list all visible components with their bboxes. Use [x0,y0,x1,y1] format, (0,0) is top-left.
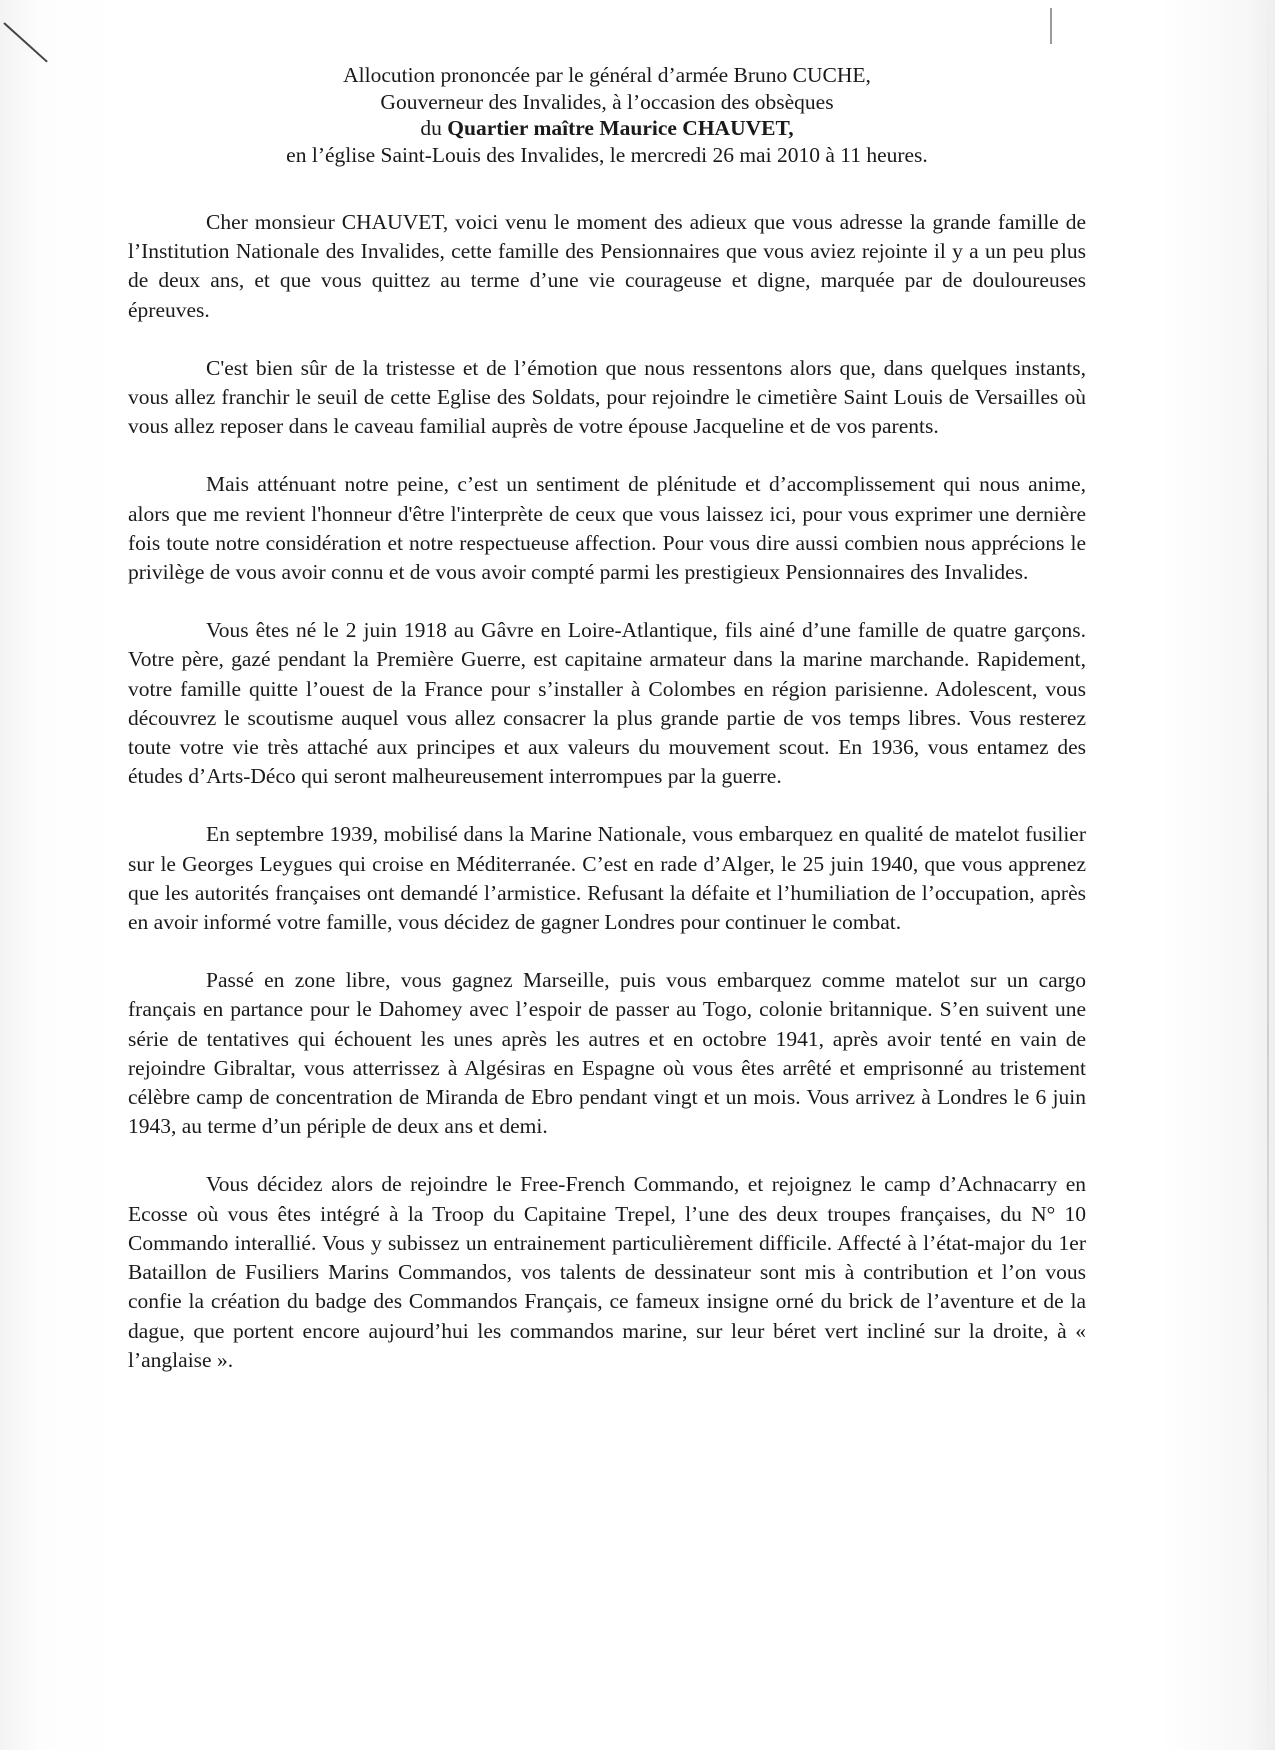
paragraph-5: En septembre 1939, mobilisé dans la Marine Nationale, vous embarquez en qualité de matelot fusilier sur le Georges Leygues qui croise en Méditerranée. C’est en rade d’Alger, le 25 juin 1940, que vous apprenez que les autorités françaises ont demandé l’armistice. Refusant la défaite et l’humiliation de l’occupation, après en avoir informé votre famille, vous décidez de gagner Londres pour continuer le combat. [128,822,1086,935]
header-line-3-prefix: du [420,116,448,140]
document-header [128,62,1086,168]
scan-edge-mark [1050,8,1052,44]
header-line-2: Gouverneur des Invalides, à l’occasion des obsèques [380,89,834,114]
header-line-3 [128,115,1086,142]
paragraph-1: Cher monsieur CHAUVET, voici venu le moment des adieux que vous adresse la grande famille de l’Institution Nationale des Invalides, cette famille des Pensionnaires que vous aviez rejointe il y a un peu plus de deux ans, et que vous quittez au terme d’une vie courageuse et digne, marquée par de douloureuses épreuves. [128,210,1086,322]
paragraph-3: Mais atténuant notre peine, c’est un sentiment de plénitude et d’accomplissement qui nous anime, alors que me revient l'honneur d'être l'interprète de ceux que vous laissez ici, pour vous exprimer une dernière fois toute notre considération et notre respectueuse affection. Pour vous dire aussi combien nous apprécions le privilège de vous avoir connu et de vous avoir compté parmi les prestigieux Pensionnaires des Invalides. [128,472,1086,585]
header-honoree-name: Quartier maître Maurice CHAUVET, [447,116,794,140]
scan-pen-mark [3,22,47,62]
paragraph-7: Vous décidez alors de rejoindre le Free-French Commando, et rejoignez le camp d’Achnacarry en Ecosse où vous êtes intégré à la Troop du Capitaine Trepel, l’une des deux troupes françaises, du N° 10 Commando interallié. Vous y subissez un entrainement particulièrement difficile. Affecté à l’état-major du 1er Bataillon de Fusiliers Marins Commandos, vos talents de dessinateur sont mis à contribution et l’on vous confie la création du badge des Commandos Français, ce fameux insigne orné du brick de l’aventure et de la dague, que portent encore aujourd’hui les commandos marine, sur leur béret vert incliné sur la droite, à « l’anglaise ». [128,1172,1086,1372]
paragraph-6: Passé en zone libre, vous gagnez Marseille, puis vous embarquez comme matelot sur un cargo français en partance pour le Dahomey avec l’espoir de passer au Togo, colonie britannique. S’en suivent une série de tentatives qui échouent les unes après les autres et en octobre 1941, après avoir tenté en vain de rejoindre Gibraltar, vous atterrissez à Algésiras en Espagne où vous êtes arrêté et emprisonné au tristement célèbre camp de concentration de Miranda de Ebro pendant vingt et un mois. Vous arrivez à Londres le 6 juin 1943, au terme d’un périple de deux ans et demi. [128,968,1086,1139]
paragraph-2: C'est bien sûr de la tristesse et de l’émotion que nous ressentons alors que, dans quelques instants, vous allez franchir le seuil de cette Eglise des Soldats, pour rejoindre le cimetière Saint Louis de Versailles où vous allez reposer dans le caveau familial auprès de votre épouse Jacqueline et de vos parents. [128,355,1086,439]
paragraph-4: Vous êtes né le 2 juin 1918 au Gâvre en Loire-Atlantique, fils ainé d’une famille de quatre garçons. Votre père, gazé pendant la Première Guerre, est capitaine armateur dans la marine marchande. Rapidement, votre famille quitte l’ouest de la France pour s’installer à Colombes en région parisienne. Adolescent, vous découvrez le scoutisme auquel vous allez consacrer la plus grande partie de vos temps libres. Vous resterez toute votre vie très attaché aux principes et aux valeurs du mouvement scout. En 1936, vous entamez des études d’Arts-Déco qui seront malheureusement interrompues par la guerre. [128,618,1086,789]
scan-page-edge [1267,0,1269,1750]
header-line-4: en l’église Saint-Louis des Invalides, le mercredi 26 mai 2010 à 11 heures. [286,142,928,167]
header-line-1: Allocution prononcée par le général d’armée Bruno CUCHE, [343,63,871,87]
document-body [128,62,1086,1404]
